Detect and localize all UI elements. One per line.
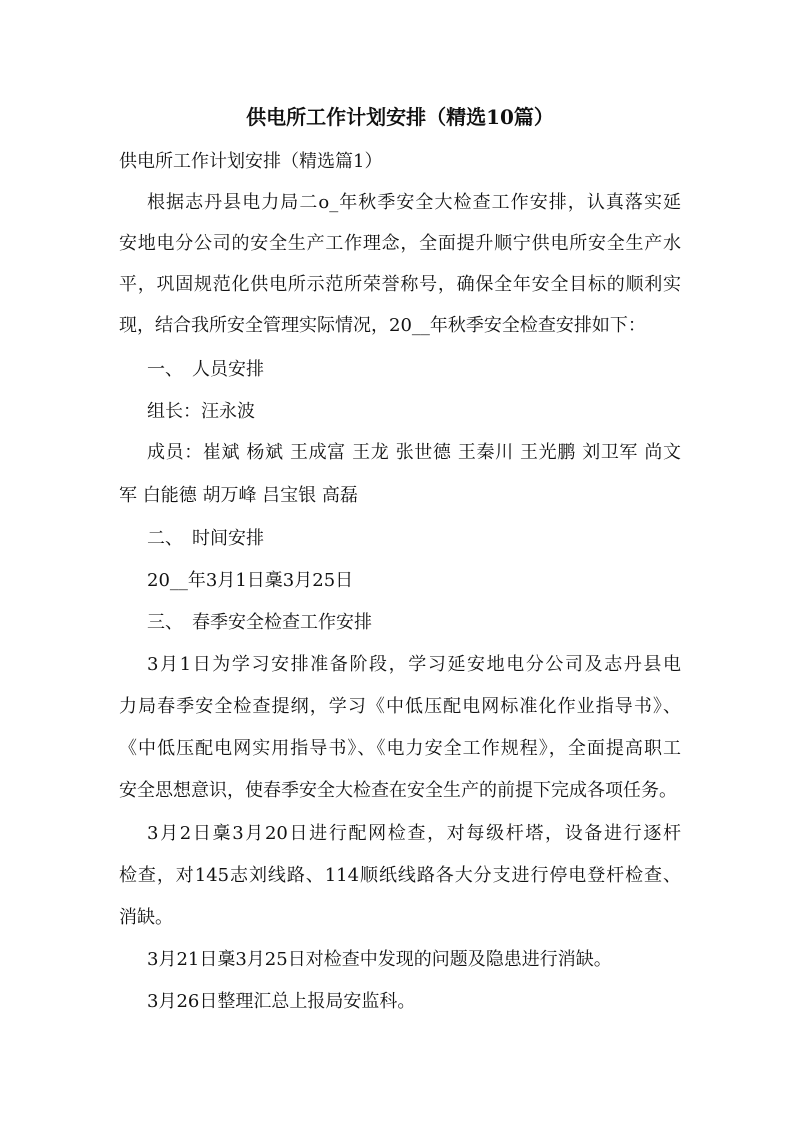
section-heading-1: 供电所工作计划安排（精选篇1） (119, 151, 383, 172)
paragraph-line: 安全思想意识，使春季安全大检查在安全生产的前提下完成各项任务。 (119, 780, 677, 801)
paragraph-line: 《中低压配电网实用指导书》、《电力安全工作规程》，全面提高职工 (119, 738, 681, 759)
paragraph-line: 检查，对145志刘线路、114顺纸线路各大分支进行停电登杆检查、 (119, 865, 681, 886)
leader-line: 组长：汪永波 (147, 401, 255, 422)
paragraph-line: 现，结合我所安全管理实际情况，20__年秋季安全检查安排如下： (119, 315, 646, 336)
subheading-personnel: 一、 人员安排 (147, 359, 264, 380)
document-title: 供电所工作计划安排（精选10篇） (246, 105, 554, 129)
subheading-inspection: 三、 春季安全检查工作安排 (147, 612, 372, 633)
members-line: 成员：崔斌 杨斌 王成富 王龙 张世德 王秦川 王光鹏 刘卫军 尚文 (147, 442, 681, 463)
schedule-line: 20__年3月1日稾3月25日 (147, 570, 354, 591)
paragraph-line: 力局春季安全检查提纲，学习《中低压配电网标准化作业指导书》、 (119, 696, 681, 717)
paragraph-line: 3月26日整理汇总上报局安监科。 (147, 991, 416, 1012)
paragraph-line: 3月2日稾3月20日进行配网检查，对每级杆塔，设备进行逐杆 (147, 823, 681, 844)
subheading-schedule: 二、 时间安排 (147, 528, 264, 549)
paragraph-line: 平，巩固规范化供电所示范所荣誉称号，确保全年安全目标的顺利实 (119, 274, 681, 295)
members-line: 军 白能德 胡万峰 吕宝银 高磊 (119, 485, 358, 506)
paragraph-line: 消缺。 (119, 907, 173, 928)
paragraph-line: 根据志丹县电力局二o_年秋季安全大检查工作安排，认真落实延 (147, 192, 681, 213)
paragraph-line: 3月1日为学习安排准备阶段，学习延安地电分公司及志丹县电 (147, 654, 681, 675)
paragraph-line: 3月21日稾3月25日对检查中发现的问题及隐患进行消缺。 (147, 949, 612, 970)
paragraph-line: 安地电分公司的安全生产工作理念，全面提升顺宁供电所安全生产水 (119, 233, 681, 254)
